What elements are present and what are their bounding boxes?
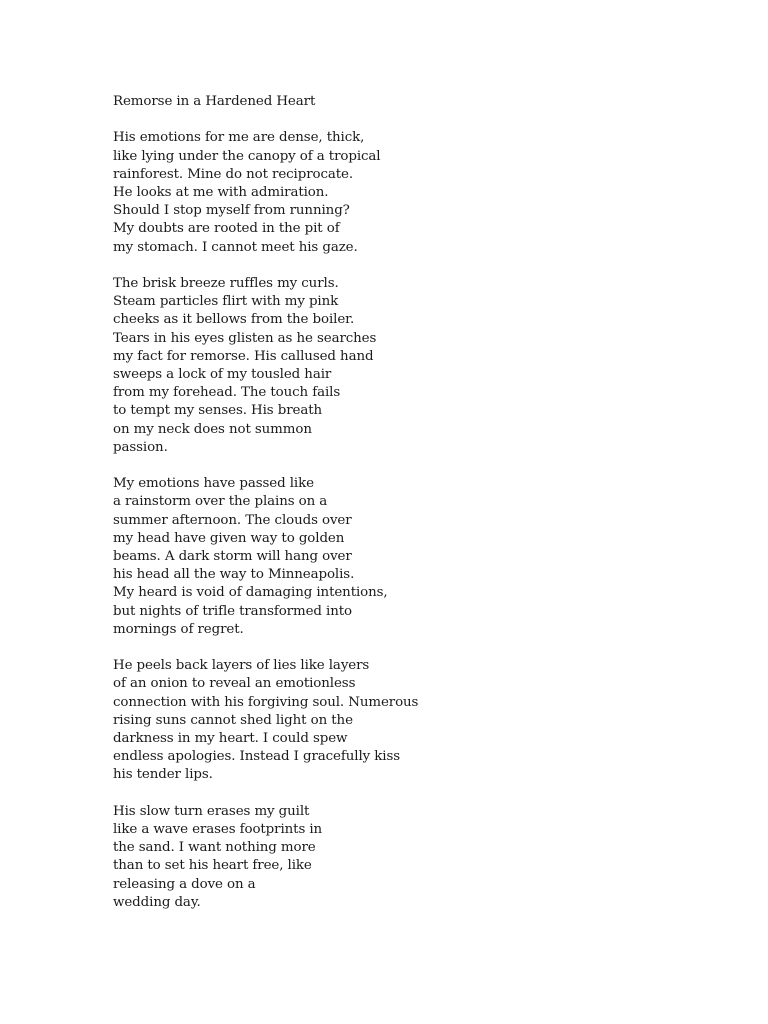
poem-line: My emotions have passed like bbox=[113, 476, 314, 492]
stanza bbox=[113, 129, 733, 256]
poem-line: my stomach. I cannot meet his gaze. bbox=[113, 239, 358, 255]
poem-line: a rainstorm over the plains on a bbox=[113, 494, 328, 510]
poem-line: my head have given way to golden bbox=[113, 530, 345, 546]
poem-line: his head all the way to Minneapolis. bbox=[113, 567, 355, 583]
poem-line: passion. bbox=[113, 439, 168, 455]
poem-line: My heard is void of damaging intentions, bbox=[113, 585, 388, 601]
poem-body bbox=[113, 129, 733, 912]
poem-line: the sand. I want nothing more bbox=[113, 840, 316, 856]
poem-line: his tender lips. bbox=[113, 767, 213, 783]
poem-line: My doubts are rooted in the pit of bbox=[113, 221, 340, 237]
poem-line: His emotions for me are dense, thick, bbox=[113, 130, 365, 146]
poem-line: He looks at me with admiration. bbox=[113, 185, 329, 200]
poem-line: Tears in his eyes glisten as he searches bbox=[113, 330, 377, 346]
poem-line: than to set his heart free, like bbox=[113, 858, 312, 874]
poem-line: of an onion to reveal an emotionless bbox=[113, 676, 356, 692]
stanza bbox=[113, 475, 733, 639]
poem-line: beams. A dark storm will hang over bbox=[113, 549, 352, 565]
poem-line: Should I stop myself from running? bbox=[113, 203, 350, 219]
poem-line: summer afternoon. The clouds over bbox=[113, 512, 352, 528]
stanza bbox=[113, 657, 733, 784]
poem-line: releasing a dove on a bbox=[113, 876, 256, 892]
stanza bbox=[113, 803, 733, 912]
poem-line: cheeks as it bellows from the boiler. bbox=[113, 312, 355, 328]
poem-line: Steam particles flirt with my pink bbox=[113, 294, 339, 310]
poem-line: to tempt my senses. His breath bbox=[113, 403, 323, 419]
poem-line: sweeps a lock of my tousled hair bbox=[113, 367, 332, 383]
stanza bbox=[113, 275, 733, 457]
poem-line: He peels back layers of lies like layers bbox=[113, 658, 370, 674]
poem-line: darkness in my heart. I could spew bbox=[113, 731, 348, 747]
poem-line: The brisk breeze ruffles my curls. bbox=[113, 276, 339, 291]
poem-line: wedding day. bbox=[113, 894, 201, 910]
poem-line: from my forehead. The touch fails bbox=[113, 385, 341, 401]
poem-line: like a wave erases footprints in bbox=[113, 822, 323, 838]
poem-line: rainforest. Mine do not reciprocate. bbox=[113, 166, 354, 182]
poem-line: but nights of trifle transformed into bbox=[113, 603, 352, 619]
poem bbox=[113, 93, 733, 930]
poem-line: connection with his forgiving soul. Numerous bbox=[113, 694, 419, 710]
poem-line: His slow turn erases my guilt bbox=[113, 803, 310, 819]
poem-line: on my neck does not summon bbox=[113, 421, 312, 437]
poem-line: endless apologies. Instead I gracefully kiss bbox=[113, 749, 400, 765]
poem-title: Remorse in a Hardened Heart bbox=[113, 94, 316, 109]
poem-line: mornings of regret. bbox=[113, 621, 244, 637]
poem-line: my fact for remorse. His callused hand bbox=[113, 348, 374, 364]
poem-line: rising suns cannot shed light on the bbox=[113, 712, 353, 728]
poem-line: like lying under the canopy of a tropical bbox=[113, 148, 381, 164]
